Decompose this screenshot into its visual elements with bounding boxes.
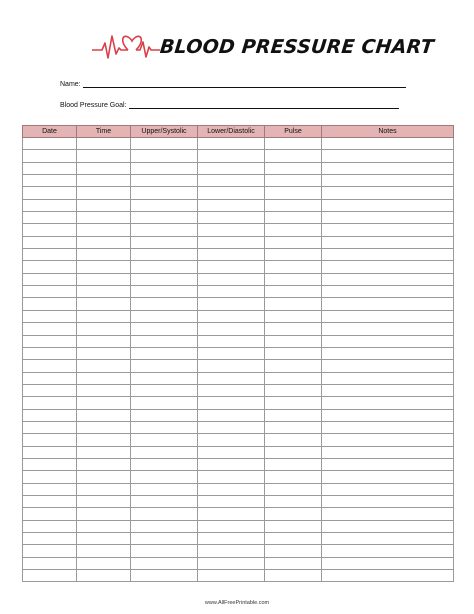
table-cell[interactable] [131, 212, 198, 224]
table-cell[interactable] [131, 224, 198, 236]
table-cell[interactable] [77, 212, 131, 224]
table-row [23, 508, 454, 520]
table-cell[interactable] [131, 335, 198, 347]
table-row [23, 557, 454, 569]
table-cell[interactable] [322, 570, 454, 582]
table-cell[interactable] [322, 236, 454, 248]
table-cell[interactable] [77, 570, 131, 582]
table-cell[interactable] [265, 495, 322, 507]
table-cell[interactable] [131, 545, 198, 557]
table-cell[interactable] [23, 545, 77, 557]
table-cell[interactable] [265, 298, 322, 310]
table-row [23, 187, 454, 199]
name-field[interactable] [60, 80, 406, 88]
table-cell[interactable] [322, 557, 454, 569]
table-cell[interactable] [265, 199, 322, 211]
table-cell[interactable] [77, 397, 131, 409]
table-cell[interactable] [198, 508, 265, 520]
table-cell[interactable] [198, 545, 265, 557]
table-row [23, 384, 454, 396]
table-cell[interactable] [77, 335, 131, 347]
table-cell[interactable] [131, 298, 198, 310]
table-row [23, 335, 454, 347]
table-row [23, 162, 454, 174]
table-cell[interactable] [77, 150, 131, 162]
table-cell[interactable] [322, 508, 454, 520]
table-cell[interactable] [265, 286, 322, 298]
table-cell[interactable] [131, 446, 198, 458]
table-row [23, 570, 454, 582]
table-cell[interactable] [198, 557, 265, 569]
table-cell[interactable] [198, 261, 265, 273]
table-cell[interactable] [198, 495, 265, 507]
table-cell[interactable] [77, 138, 131, 150]
table-cell[interactable] [77, 495, 131, 507]
table-cell[interactable] [131, 199, 198, 211]
column-header-notes: Notes [322, 126, 454, 138]
table-row [23, 409, 454, 421]
table-cell[interactable] [23, 310, 77, 322]
table-cell[interactable] [23, 557, 77, 569]
table-cell[interactable] [198, 323, 265, 335]
table-cell[interactable] [265, 570, 322, 582]
table-cell[interactable] [322, 471, 454, 483]
table-cell[interactable] [23, 298, 77, 310]
table-row [23, 236, 454, 248]
table-cell[interactable] [131, 421, 198, 433]
table-cell[interactable] [131, 471, 198, 483]
column-header-date: Date [23, 126, 77, 138]
table-cell[interactable] [131, 434, 198, 446]
table-row [23, 138, 454, 150]
table-row [23, 298, 454, 310]
table-cell[interactable] [198, 533, 265, 545]
table-cell[interactable] [23, 570, 77, 582]
table-cell[interactable] [77, 286, 131, 298]
table-row [23, 261, 454, 273]
table-cell[interactable] [322, 409, 454, 421]
table-cell[interactable] [77, 310, 131, 322]
table-cell[interactable] [77, 545, 131, 557]
table-cell[interactable] [322, 323, 454, 335]
table-cell[interactable] [265, 323, 322, 335]
table-cell[interactable] [265, 458, 322, 470]
table-cell[interactable] [322, 150, 454, 162]
table-cell[interactable] [198, 372, 265, 384]
table-cell[interactable] [77, 471, 131, 483]
table-cell[interactable] [265, 483, 322, 495]
table-header-row [23, 126, 454, 138]
table-cell[interactable] [322, 298, 454, 310]
table-row [23, 175, 454, 187]
table-row [23, 150, 454, 162]
table-cell[interactable] [322, 175, 454, 187]
page-title: BLOOD PRESSURE CHART [158, 36, 435, 58]
table-cell[interactable] [322, 483, 454, 495]
table-cell[interactable] [322, 421, 454, 433]
table-cell[interactable] [23, 372, 77, 384]
table-cell[interactable] [131, 261, 198, 273]
table-cell[interactable] [265, 421, 322, 433]
table-cell[interactable] [131, 397, 198, 409]
table-row [23, 323, 454, 335]
title-block [90, 30, 435, 66]
table-cell[interactable] [23, 434, 77, 446]
table-cell[interactable] [131, 236, 198, 248]
table-cell[interactable] [131, 508, 198, 520]
table-cell[interactable] [23, 520, 77, 532]
table-cell[interactable] [322, 187, 454, 199]
table-cell[interactable] [131, 323, 198, 335]
table-cell[interactable] [322, 138, 454, 150]
table-cell[interactable] [265, 224, 322, 236]
table-row [23, 471, 454, 483]
table-cell[interactable] [322, 286, 454, 298]
table-cell[interactable] [198, 298, 265, 310]
table-cell[interactable] [131, 372, 198, 384]
table-cell[interactable] [322, 397, 454, 409]
table-cell[interactable] [23, 175, 77, 187]
table-cell[interactable] [198, 384, 265, 396]
table-cell[interactable] [198, 224, 265, 236]
table-cell[interactable] [265, 249, 322, 261]
table-cell[interactable] [131, 138, 198, 150]
table-cell[interactable] [77, 175, 131, 187]
table-cell[interactable] [322, 446, 454, 458]
table-cell[interactable] [198, 150, 265, 162]
table-cell[interactable] [77, 421, 131, 433]
table-cell[interactable] [265, 446, 322, 458]
table-cell[interactable] [77, 347, 131, 359]
table-cell[interactable] [77, 508, 131, 520]
table-cell[interactable] [198, 409, 265, 421]
goal-label: Blood Pressure Goal: [60, 102, 127, 109]
table-cell[interactable] [77, 409, 131, 421]
table-cell[interactable] [131, 495, 198, 507]
table-cell[interactable] [23, 236, 77, 248]
heartbeat-heart-icon [90, 30, 162, 66]
table-cell[interactable] [198, 249, 265, 261]
table-row [23, 224, 454, 236]
table-row [23, 421, 454, 433]
table-cell[interactable] [322, 545, 454, 557]
table-cell[interactable] [198, 397, 265, 409]
table-cell[interactable] [23, 495, 77, 507]
table-cell[interactable] [23, 458, 77, 470]
table-cell[interactable] [131, 458, 198, 470]
table-cell[interactable] [131, 409, 198, 421]
table-cell[interactable] [77, 236, 131, 248]
table-cell[interactable] [77, 224, 131, 236]
table-cell[interactable] [322, 310, 454, 322]
table-row [23, 458, 454, 470]
table-cell[interactable] [77, 372, 131, 384]
table-cell[interactable] [131, 286, 198, 298]
table-cell[interactable] [77, 483, 131, 495]
table-cell[interactable] [77, 187, 131, 199]
table-cell[interactable] [131, 150, 198, 162]
table-cell[interactable] [198, 520, 265, 532]
table-row [23, 212, 454, 224]
table-cell[interactable] [77, 249, 131, 261]
table-row [23, 199, 454, 211]
table-cell[interactable] [77, 520, 131, 532]
table-cell[interactable] [23, 397, 77, 409]
table-cell[interactable] [23, 471, 77, 483]
table-cell[interactable] [23, 224, 77, 236]
table-cell[interactable] [198, 446, 265, 458]
table-cell[interactable] [198, 483, 265, 495]
table-cell[interactable] [77, 533, 131, 545]
table-row [23, 286, 454, 298]
table-row [23, 446, 454, 458]
table-row [23, 310, 454, 322]
table-cell[interactable] [23, 483, 77, 495]
table-cell[interactable] [131, 384, 198, 396]
table-cell[interactable] [131, 360, 198, 372]
table-cell[interactable] [265, 533, 322, 545]
table-cell[interactable] [131, 557, 198, 569]
table-cell[interactable] [265, 409, 322, 421]
table-cell[interactable] [322, 249, 454, 261]
table-cell[interactable] [77, 360, 131, 372]
table-cell[interactable] [23, 138, 77, 150]
table-row [23, 397, 454, 409]
table-cell[interactable] [322, 458, 454, 470]
table-cell[interactable] [131, 533, 198, 545]
table-cell[interactable] [77, 434, 131, 446]
table-cell[interactable] [265, 236, 322, 248]
blood-pressure-table [22, 125, 454, 582]
table-cell[interactable] [23, 335, 77, 347]
table-cell[interactable] [23, 533, 77, 545]
table-cell[interactable] [77, 384, 131, 396]
table-cell[interactable] [131, 310, 198, 322]
table-cell[interactable] [322, 212, 454, 224]
table-cell[interactable] [265, 175, 322, 187]
table-cell[interactable] [265, 372, 322, 384]
table-cell[interactable] [322, 372, 454, 384]
table-cell[interactable] [77, 162, 131, 174]
goal-field[interactable] [60, 101, 399, 109]
table-cell[interactable] [77, 273, 131, 285]
table-cell[interactable] [131, 162, 198, 174]
table-cell[interactable] [265, 273, 322, 285]
table-cell[interactable] [131, 249, 198, 261]
table-cell[interactable] [322, 495, 454, 507]
table-cell[interactable] [198, 360, 265, 372]
table-cell[interactable] [131, 570, 198, 582]
table-cell[interactable] [198, 421, 265, 433]
table-cell[interactable] [322, 261, 454, 273]
table-cell[interactable] [265, 187, 322, 199]
table-cell[interactable] [23, 249, 77, 261]
table-cell[interactable] [131, 175, 198, 187]
table-cell[interactable] [265, 162, 322, 174]
table-cell[interactable] [23, 212, 77, 224]
table-row [23, 545, 454, 557]
table-cell[interactable] [265, 384, 322, 396]
goal-line[interactable] [129, 101, 399, 109]
table-row [23, 520, 454, 532]
table-cell[interactable] [198, 175, 265, 187]
table-cell[interactable] [77, 199, 131, 211]
table-cell[interactable] [198, 434, 265, 446]
table-cell[interactable] [322, 199, 454, 211]
table-row [23, 347, 454, 359]
table-cell[interactable] [265, 150, 322, 162]
column-header-pulse: Pulse [265, 126, 322, 138]
table-cell[interactable] [77, 458, 131, 470]
table-cell[interactable] [322, 273, 454, 285]
table-cell[interactable] [265, 545, 322, 557]
table-cell[interactable] [265, 508, 322, 520]
table-row [23, 360, 454, 372]
table-cell[interactable] [265, 310, 322, 322]
table-cell[interactable] [198, 458, 265, 470]
table-cell[interactable] [23, 421, 77, 433]
table-cell[interactable] [322, 162, 454, 174]
table-cell[interactable] [198, 471, 265, 483]
table-cell[interactable] [265, 335, 322, 347]
table-cell[interactable] [265, 434, 322, 446]
table-cell[interactable] [198, 286, 265, 298]
table-cell[interactable] [23, 187, 77, 199]
table-row [23, 495, 454, 507]
table-cell[interactable] [198, 187, 265, 199]
table-cell[interactable] [23, 384, 77, 396]
table-cell[interactable] [322, 434, 454, 446]
table-cell[interactable] [198, 138, 265, 150]
name-label: Name: [60, 81, 81, 88]
table-cell[interactable] [198, 162, 265, 174]
table-cell[interactable] [198, 273, 265, 285]
table-cell[interactable] [265, 212, 322, 224]
table-cell[interactable] [322, 335, 454, 347]
table-cell[interactable] [23, 508, 77, 520]
table-cell[interactable] [322, 224, 454, 236]
column-header-diastolic: Lower/Diastolic [198, 126, 265, 138]
table-cell[interactable] [23, 150, 77, 162]
table-cell[interactable] [322, 520, 454, 532]
table-row [23, 249, 454, 261]
column-header-time: Time [77, 126, 131, 138]
table-cell[interactable] [131, 273, 198, 285]
table-cell[interactable] [131, 520, 198, 532]
table-cell[interactable] [198, 199, 265, 211]
table-cell[interactable] [131, 347, 198, 359]
table-cell[interactable] [23, 286, 77, 298]
table-cell[interactable] [77, 261, 131, 273]
table-cell[interactable] [23, 261, 77, 273]
table-cell[interactable] [265, 471, 322, 483]
table-cell[interactable] [23, 446, 77, 458]
table-cell[interactable] [322, 533, 454, 545]
table-cell[interactable] [265, 138, 322, 150]
table-cell[interactable] [265, 520, 322, 532]
table-cell[interactable] [322, 360, 454, 372]
table-cell[interactable] [23, 199, 77, 211]
table-row [23, 434, 454, 446]
table-cell[interactable] [265, 397, 322, 409]
table-cell[interactable] [23, 360, 77, 372]
table-row [23, 372, 454, 384]
table-cell[interactable] [265, 360, 322, 372]
table-body [23, 138, 454, 582]
table-cell[interactable] [131, 483, 198, 495]
table-cell[interactable] [265, 261, 322, 273]
footer-url: www.AllFreePrintable.com [204, 600, 270, 606]
table-cell[interactable] [198, 570, 265, 582]
table-cell[interactable] [23, 162, 77, 174]
table-cell[interactable] [198, 212, 265, 224]
table-cell[interactable] [23, 323, 77, 335]
name-line[interactable] [83, 80, 406, 88]
table-cell[interactable] [322, 384, 454, 396]
table-cell[interactable] [265, 557, 322, 569]
table-cell[interactable] [131, 187, 198, 199]
table-cell[interactable] [265, 347, 322, 359]
table-cell[interactable] [77, 557, 131, 569]
table-cell[interactable] [198, 335, 265, 347]
table-cell[interactable] [198, 310, 265, 322]
table-row [23, 273, 454, 285]
table-cell[interactable] [23, 273, 77, 285]
table-cell[interactable] [198, 347, 265, 359]
table-cell[interactable] [77, 323, 131, 335]
table-row [23, 483, 454, 495]
table-cell[interactable] [77, 446, 131, 458]
table-cell[interactable] [77, 298, 131, 310]
table-row [23, 533, 454, 545]
table-cell[interactable] [322, 347, 454, 359]
table-cell[interactable] [23, 347, 77, 359]
table-cell[interactable] [198, 236, 265, 248]
table-cell[interactable] [23, 409, 77, 421]
column-header-systolic: Upper/Systolic [131, 126, 198, 138]
